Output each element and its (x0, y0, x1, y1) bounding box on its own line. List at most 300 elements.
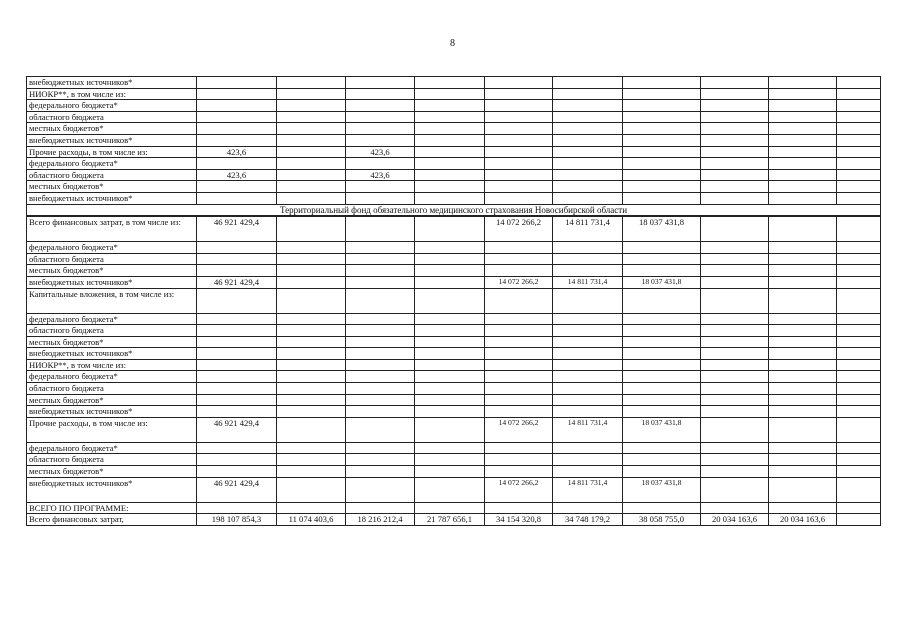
table-row (27, 123, 881, 135)
value-cell (485, 192, 553, 204)
value-cell (485, 336, 553, 348)
value-cell (346, 253, 415, 265)
value-cell: 423,6 (346, 169, 415, 181)
value-cell (415, 169, 485, 181)
table-row (27, 348, 881, 360)
table-row (27, 466, 881, 478)
value-cell (277, 406, 346, 418)
value-cell: 14 811 731,4 (553, 276, 623, 288)
table-row (27, 265, 881, 277)
value-cell (623, 123, 701, 135)
value-cell (701, 359, 769, 371)
value-cell (837, 313, 881, 325)
table-row (27, 371, 881, 383)
value-cell (837, 417, 881, 442)
table-row (27, 477, 881, 502)
value-cell (346, 134, 415, 146)
value-cell (553, 158, 623, 170)
value-cell (485, 111, 553, 123)
table-row (27, 383, 881, 395)
value-cell: 34 154 320,8 (485, 514, 553, 526)
value-cell (197, 336, 277, 348)
value-cell (197, 371, 277, 383)
value-cell (769, 181, 837, 193)
value-cell (701, 88, 769, 100)
value-cell (623, 466, 701, 478)
table-row (27, 204, 881, 216)
value-cell (277, 359, 346, 371)
value-cell (277, 146, 346, 158)
value-cell (623, 192, 701, 204)
value-cell (701, 242, 769, 254)
value-cell (553, 169, 623, 181)
table-row (27, 217, 881, 242)
value-cell (701, 348, 769, 360)
value-cell (197, 77, 277, 89)
value-cell: 14 072 266,2 (485, 276, 553, 288)
value-cell (701, 169, 769, 181)
value-cell (346, 417, 415, 442)
value-cell: 20 034 163,6 (769, 514, 837, 526)
value-cell (837, 454, 881, 466)
value-cell (415, 477, 485, 502)
value-cell (346, 111, 415, 123)
value-cell (346, 265, 415, 277)
value-cell (553, 100, 623, 112)
value-cell (837, 77, 881, 89)
value-cell (346, 158, 415, 170)
value-cell (623, 313, 701, 325)
value-cell (485, 502, 553, 514)
value-cell (197, 288, 277, 313)
value-cell (769, 502, 837, 514)
value-cell (623, 454, 701, 466)
value-cell (277, 181, 346, 193)
value-cell (769, 276, 837, 288)
value-cell (415, 100, 485, 112)
value-cell (769, 111, 837, 123)
value-cell (701, 325, 769, 337)
value-cell (837, 134, 881, 146)
value-cell: 46 921 429,4 (197, 276, 277, 288)
row-label: НИОКР**, в том числе из: (27, 359, 197, 371)
value-cell (623, 336, 701, 348)
value-cell (485, 466, 553, 478)
value-cell (553, 313, 623, 325)
value-cell (277, 217, 346, 242)
row-label: местных бюджетов* (27, 123, 197, 135)
row-label: Капитальные вложения, в том числе из: (27, 288, 197, 313)
value-cell (485, 88, 553, 100)
value-cell (769, 192, 837, 204)
value-cell (769, 394, 837, 406)
value-cell (553, 359, 623, 371)
value-cell (553, 111, 623, 123)
row-label: областного бюджета (27, 253, 197, 265)
value-cell (197, 111, 277, 123)
value-cell (837, 325, 881, 337)
row-label: ВСЕГО ПО ПРОГРАММЕ: (27, 502, 197, 514)
value-cell (415, 253, 485, 265)
value-cell: 46 921 429,4 (197, 417, 277, 442)
value-cell (277, 325, 346, 337)
value-cell: 14 072 266,2 (485, 417, 553, 442)
value-cell (837, 348, 881, 360)
value-cell: 38 058 755,0 (623, 514, 701, 526)
value-cell (837, 100, 881, 112)
value-cell (277, 466, 346, 478)
row-label: федерального бюджета* (27, 242, 197, 254)
value-cell (485, 313, 553, 325)
value-cell (701, 477, 769, 502)
value-cell (415, 406, 485, 418)
value-cell (415, 158, 485, 170)
value-cell (769, 466, 837, 478)
value-cell (197, 454, 277, 466)
value-cell (277, 88, 346, 100)
value-cell (277, 253, 346, 265)
value-cell (837, 336, 881, 348)
value-cell (623, 406, 701, 418)
value-cell (415, 288, 485, 313)
table-row (27, 253, 881, 265)
row-label: местных бюджетов* (27, 181, 197, 193)
table-row (27, 134, 881, 146)
value-cell (277, 134, 346, 146)
value-cell (415, 466, 485, 478)
value-cell (623, 502, 701, 514)
table-row (27, 394, 881, 406)
table-row (27, 406, 881, 418)
value-cell (623, 88, 701, 100)
table-row (27, 181, 881, 193)
value-cell (701, 466, 769, 478)
value-cell (701, 181, 769, 193)
row-label: федерального бюджета* (27, 100, 197, 112)
value-cell (346, 276, 415, 288)
value-cell: 18 037 431,8 (623, 417, 701, 442)
value-cell (346, 192, 415, 204)
value-cell (837, 88, 881, 100)
value-cell (277, 417, 346, 442)
value-cell (197, 394, 277, 406)
value-cell (485, 181, 553, 193)
value-cell (277, 383, 346, 395)
value-cell (837, 477, 881, 502)
value-cell (346, 502, 415, 514)
value-cell (623, 265, 701, 277)
value-cell (277, 242, 346, 254)
value-cell (623, 359, 701, 371)
value-cell (197, 242, 277, 254)
value-cell (769, 348, 837, 360)
value-cell (197, 442, 277, 454)
value-cell (346, 217, 415, 242)
value-cell (701, 146, 769, 158)
row-label: областного бюджета (27, 325, 197, 337)
value-cell (197, 88, 277, 100)
value-cell (701, 288, 769, 313)
table-row (27, 442, 881, 454)
row-label: Всего финансовых затрат, в том числе из: (27, 217, 197, 242)
value-cell: 14 811 731,4 (553, 477, 623, 502)
value-cell (553, 383, 623, 395)
row-label: местных бюджетов* (27, 394, 197, 406)
value-cell (277, 442, 346, 454)
row-label: внебюджетных источников* (27, 77, 197, 89)
value-cell (701, 111, 769, 123)
value-cell (277, 192, 346, 204)
value-cell (769, 417, 837, 442)
row-label: областного бюджета (27, 383, 197, 395)
table-row (27, 276, 881, 288)
row-label: Прочие расходы, в том числе из: (27, 417, 197, 442)
value-cell (197, 123, 277, 135)
value-cell (553, 181, 623, 193)
value-cell (769, 123, 837, 135)
value-cell (197, 192, 277, 204)
row-label: местных бюджетов* (27, 336, 197, 348)
row-label: федерального бюджета* (27, 442, 197, 454)
value-cell (346, 77, 415, 89)
value-cell (197, 502, 277, 514)
value-cell (837, 242, 881, 254)
value-cell (553, 146, 623, 158)
value-cell: 18 037 431,8 (623, 276, 701, 288)
value-cell (485, 146, 553, 158)
value-cell (837, 253, 881, 265)
value-cell (701, 123, 769, 135)
value-cell (623, 146, 701, 158)
value-cell (623, 77, 701, 89)
table-row (27, 417, 881, 442)
value-cell (415, 134, 485, 146)
value-cell (485, 169, 553, 181)
table-row (27, 242, 881, 254)
page-number: 8 (450, 38, 455, 49)
value-cell (769, 313, 837, 325)
value-cell (415, 348, 485, 360)
value-cell (769, 242, 837, 254)
row-label: местных бюджетов* (27, 265, 197, 277)
row-label: федерального бюджета* (27, 371, 197, 383)
value-cell (346, 466, 415, 478)
value-cell: 14 811 731,4 (553, 417, 623, 442)
value-cell (701, 100, 769, 112)
value-cell (415, 359, 485, 371)
value-cell (346, 313, 415, 325)
value-cell (769, 288, 837, 313)
value-cell (837, 514, 881, 526)
value-cell (197, 348, 277, 360)
value-cell (197, 466, 277, 478)
value-cell (415, 181, 485, 193)
value-cell (623, 348, 701, 360)
value-cell (197, 313, 277, 325)
value-cell (837, 276, 881, 288)
value-cell (553, 123, 623, 135)
value-cell (415, 217, 485, 242)
value-cell (701, 253, 769, 265)
value-cell (485, 134, 553, 146)
value-cell (553, 253, 623, 265)
value-cell (623, 288, 701, 313)
value-cell (769, 100, 837, 112)
value-cell (837, 442, 881, 454)
value-cell (346, 371, 415, 383)
table-row (27, 146, 881, 158)
value-cell (197, 253, 277, 265)
value-cell (346, 100, 415, 112)
value-cell (769, 336, 837, 348)
value-cell (346, 288, 415, 313)
value-cell (415, 454, 485, 466)
value-cell (769, 146, 837, 158)
value-cell (553, 288, 623, 313)
value-cell (346, 88, 415, 100)
value-cell (623, 383, 701, 395)
value-cell (623, 325, 701, 337)
value-cell (277, 477, 346, 502)
value-cell (623, 181, 701, 193)
value-cell (623, 442, 701, 454)
value-cell (623, 100, 701, 112)
value-cell (837, 371, 881, 383)
value-cell (553, 336, 623, 348)
table-row (27, 313, 881, 325)
value-cell (769, 169, 837, 181)
value-cell (837, 123, 881, 135)
value-cell (837, 288, 881, 313)
value-cell (277, 336, 346, 348)
value-cell (553, 466, 623, 478)
row-label: внебюджетных источников* (27, 134, 197, 146)
value-cell (701, 217, 769, 242)
row-label: областного бюджета (27, 169, 197, 181)
value-cell: 423,6 (197, 146, 277, 158)
value-cell (277, 276, 346, 288)
value-cell (277, 100, 346, 112)
row-label: федерального бюджета* (27, 313, 197, 325)
value-cell (769, 371, 837, 383)
value-cell (485, 383, 553, 395)
value-cell (769, 253, 837, 265)
value-cell: 14 811 731,4 (553, 217, 623, 242)
value-cell (485, 288, 553, 313)
value-cell (485, 77, 553, 89)
row-label: внебюджетных источников* (27, 276, 197, 288)
value-cell (415, 383, 485, 395)
value-cell (415, 417, 485, 442)
value-cell: 423,6 (346, 146, 415, 158)
value-cell (197, 100, 277, 112)
value-cell (485, 454, 553, 466)
value-cell (485, 158, 553, 170)
value-cell (837, 502, 881, 514)
value-cell (415, 123, 485, 135)
value-cell (553, 454, 623, 466)
value-cell (769, 134, 837, 146)
value-cell (415, 88, 485, 100)
value-cell (701, 77, 769, 89)
value-cell (415, 192, 485, 204)
value-cell (837, 158, 881, 170)
value-cell (197, 158, 277, 170)
value-cell (277, 394, 346, 406)
value-cell (837, 466, 881, 478)
table-row (27, 454, 881, 466)
value-cell (701, 265, 769, 277)
value-cell (623, 169, 701, 181)
row-label: внебюджетных источников* (27, 477, 197, 502)
value-cell (553, 406, 623, 418)
budget-table (26, 76, 881, 526)
row-label: внебюджетных источников* (27, 192, 197, 204)
value-cell (277, 288, 346, 313)
value-cell (701, 134, 769, 146)
value-cell (553, 77, 623, 89)
value-cell (701, 192, 769, 204)
value-cell: 34 748 179,2 (553, 514, 623, 526)
value-cell (701, 313, 769, 325)
value-cell (623, 253, 701, 265)
value-cell (623, 111, 701, 123)
value-cell (415, 442, 485, 454)
value-cell (346, 477, 415, 502)
value-cell (197, 383, 277, 395)
table-row (27, 192, 881, 204)
value-cell (277, 123, 346, 135)
value-cell: 18 037 431,8 (623, 217, 701, 242)
value-cell (346, 406, 415, 418)
value-cell (485, 253, 553, 265)
value-cell (769, 442, 837, 454)
value-cell (701, 276, 769, 288)
table-row (27, 288, 881, 313)
value-cell (701, 417, 769, 442)
value-cell: 11 074 403,6 (277, 514, 346, 526)
value-cell (197, 265, 277, 277)
table-row (27, 325, 881, 337)
value-cell (553, 192, 623, 204)
value-cell (701, 442, 769, 454)
value-cell (769, 359, 837, 371)
value-cell (346, 394, 415, 406)
value-cell (485, 394, 553, 406)
value-cell (623, 394, 701, 406)
value-cell (485, 442, 553, 454)
value-cell (346, 242, 415, 254)
row-label: местных бюджетов* (27, 466, 197, 478)
value-cell (769, 217, 837, 242)
value-cell (277, 502, 346, 514)
table-row (27, 169, 881, 181)
value-cell (701, 394, 769, 406)
value-cell (837, 169, 881, 181)
table-row (27, 359, 881, 371)
value-cell (553, 348, 623, 360)
value-cell (415, 276, 485, 288)
value-cell: 18 216 212,4 (346, 514, 415, 526)
row-label: Всего финансовых затрат, (27, 514, 197, 526)
value-cell (553, 371, 623, 383)
value-cell: 18 037 431,8 (623, 477, 701, 502)
value-cell (769, 265, 837, 277)
value-cell (485, 371, 553, 383)
value-cell (837, 146, 881, 158)
value-cell: 46 921 429,4 (197, 477, 277, 502)
value-cell (277, 77, 346, 89)
